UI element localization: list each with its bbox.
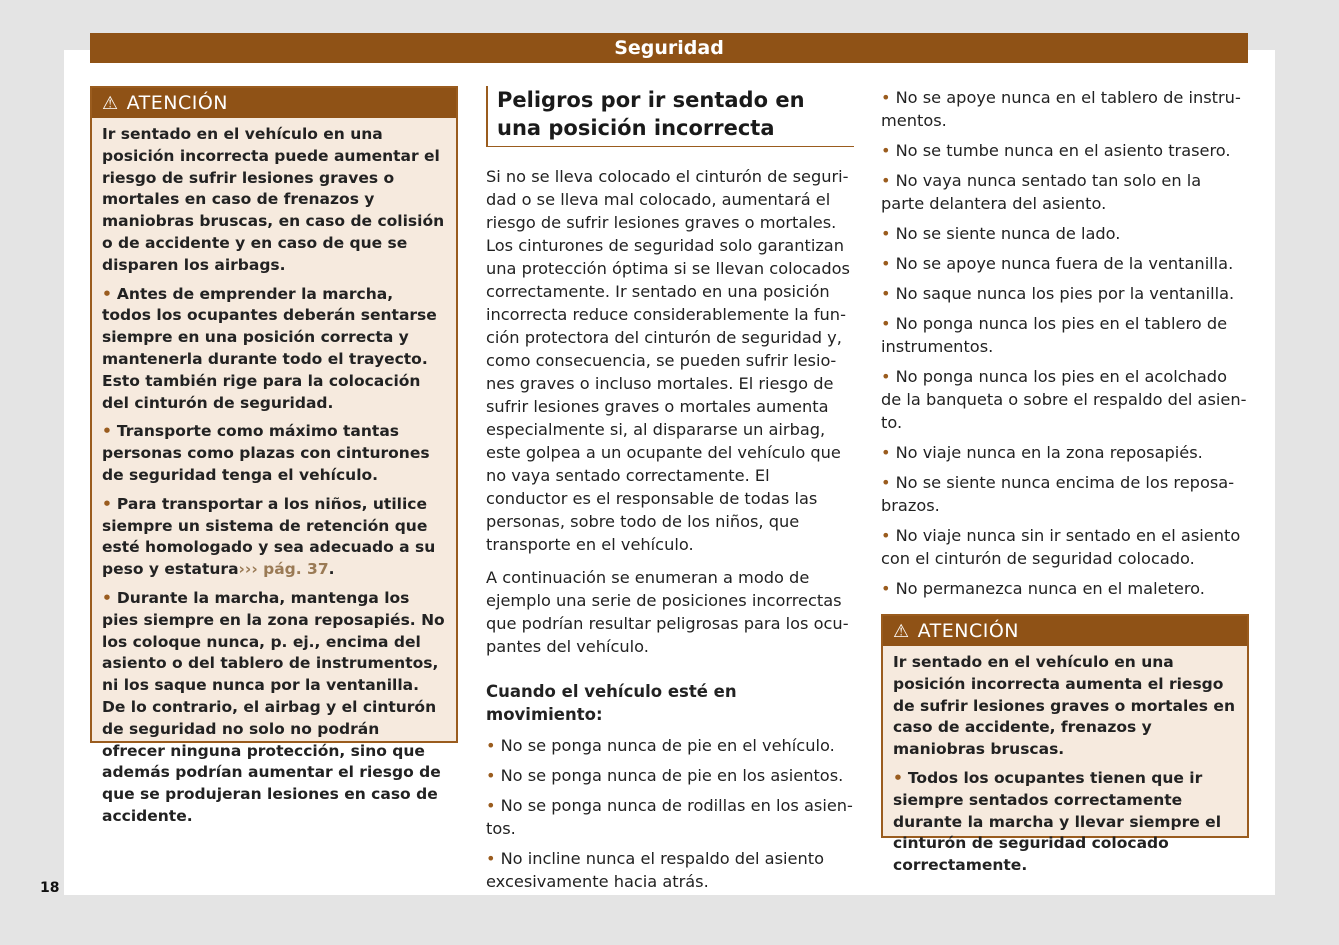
warning-body: [883, 646, 1247, 883]
bullet-icon: •: [102, 284, 112, 303]
section-body: [486, 165, 854, 893]
bullet-icon: •: [881, 88, 891, 107]
page-number: 18: [40, 880, 60, 896]
list-item: • No se apoye nunca en el tablero de instrumentos.: [881, 88, 1241, 130]
bullet-icon: •: [486, 766, 496, 785]
warning-title: ATENCIÓN: [126, 92, 229, 114]
list-item: • No se siente nunca de lado.: [881, 224, 1121, 243]
warning-item: • Durante la marcha, mantenga los pies siempre en la zona reposapiés. No los coloque nunca, p. ej., encima del asiento o del tablero de instrumentos, ni los saque nunca por la ventanilla. De lo contrario, el airbag y el cinturón de seguridad no solo no podrán ofrecer ninguna protección, sino que además podrían aumentar el riesgo de que se produjeran lesiones en caso de accidente.: [102, 588, 445, 825]
bullet-icon: •: [881, 141, 891, 160]
paragraph: A continuación se enumeran a modo de ejemplo una serie de posiciones incorrectas que podrían resultar peligrosas para los ocupantes del vehículo.: [486, 568, 849, 656]
bullet-icon: •: [486, 849, 496, 868]
warning-title: ATENCIÓN: [917, 620, 1020, 642]
list-item: • No se tumbe nunca en el asiento trasero.: [881, 141, 1231, 160]
bullet-icon: •: [881, 224, 891, 243]
warning-item: • Transporte como máximo tantas personas como plazas con cinturones de seguridad tenga el vehículo.: [102, 422, 430, 484]
list-item: • No viaje nunca sin ir sentado en el asiento con el cinturón de seguridad colocado.: [881, 526, 1241, 568]
list-item: • No vaya nunca sentado tan solo en la parte delantera del asiento.: [881, 171, 1202, 213]
bullet-icon: •: [102, 588, 112, 607]
list-item: • No ponga nunca los pies en el acolchado de la banqueta o sobre el respaldo del asiento.: [881, 367, 1247, 432]
bullet-icon: •: [881, 314, 891, 333]
paragraph: Si no se lleva colocado el cinturón de seguridad o se lleva mal colocado, aumentará el riesgo de sufrir lesiones graves o mortales. Los cinturones de seguridad solo garantizan una protección óptima si se llevan colocados correctamente. Ir sentado en una posición incorrecta reduce considerablemente la función protectora del cinturón de seguridad y, como consecuencia, se pueden sufrir lesiones graves o incluso mortales. El riesgo de sufrir lesiones graves o mortales aumenta especialmente si, al dispararse un airbag, este golpea a un ocupante del vehículo que no vaya sentado correctamente. El conductor es el responsable de todas las personas, sobre todo de los niños, que transporte en el vehículo.: [486, 167, 850, 554]
list-item: • No se siente nunca encima de los reposabrazos.: [881, 473, 1235, 515]
bullet-icon: •: [881, 367, 891, 386]
warning-item: • Todos los ocupantes tienen que ir siempre sentados correctamente durante la marcha y llevar siempre el cinturón de seguridad colocado correctamente.: [893, 768, 1222, 875]
warning-intro: Ir sentado en el vehículo en una posición incorrecta puede aumentar el riesgo de sufrir lesiones graves o mortales en caso de frenazos y maniobras bruscas, en caso de colisión o de accidente y en caso de que se disparen los airbags.: [102, 125, 445, 274]
list-item: • No se ponga nunca de pie en el vehículo.: [486, 736, 835, 755]
list-item: • No se apoye nunca fuera de la ventanilla.: [881, 254, 1234, 273]
list-item: • No permanezca nunca en el maletero.: [881, 579, 1205, 598]
list-item: • No ponga nunca los pies en el tablero de instrumentos.: [881, 314, 1228, 356]
bullet-icon: •: [881, 473, 891, 492]
warning-item: • Antes de emprender la marcha, todos los ocupantes deberán sentarse siempre en una posición correcta y mantenerla durante todo el trayecto. Esto también rige para la colocación del cinturón de seguridad.: [102, 284, 437, 412]
warning-box-2: [881, 614, 1249, 875]
section-title: Peligros por ir sentado en una posición incorrecta: [486, 86, 854, 147]
bullet-icon: •: [881, 171, 891, 190]
subheading: Cuando el vehículo esté en movimiento:: [486, 682, 737, 724]
bullet-icon: •: [881, 284, 891, 303]
warning-intro: Ir sentado en el vehículo en una posición incorrecta aumenta el riesgo de sufrir lesiones graves o mortales en caso de accidente, frenazos y maniobras bruscas.: [893, 653, 1235, 759]
list-item: • No se ponga nunca de rodillas en los asientos.: [486, 796, 853, 838]
warning-body: [92, 118, 456, 834]
bullet-icon: •: [102, 422, 112, 441]
main-column: [486, 86, 854, 900]
list-item: • No se ponga nunca de pie en los asientos.: [486, 766, 844, 785]
section-header: Seguridad: [90, 33, 1248, 63]
bullet-icon: •: [893, 768, 903, 787]
warning-triangle-icon: ⚠: [102, 93, 119, 114]
warning-header: [92, 88, 456, 118]
bullet-icon: •: [881, 579, 891, 598]
bullet-icon: •: [102, 494, 112, 513]
list-item: • No viaje nunca en la zona reposapiés.: [881, 443, 1203, 462]
bullet-icon: •: [486, 736, 496, 755]
list-item: • No incline nunca el respaldo del asiento excesivamente hacia atrás.: [486, 849, 824, 891]
warning-triangle-icon: ⚠: [893, 621, 910, 642]
warning-box-1: [90, 86, 458, 825]
bullet-icon: •: [486, 796, 496, 815]
right-column: [881, 86, 1249, 607]
bullet-icon: •: [881, 443, 891, 462]
warning-item: • Para transportar a los niños, utilice siempre un sistema de retención que esté homologado y sea adecuado a su peso y estatura››› pág. 37.: [102, 494, 436, 579]
bullet-icon: •: [881, 526, 891, 545]
list-item: • No saque nunca los pies por la ventanilla.: [881, 284, 1235, 303]
bullet-icon: •: [881, 254, 891, 273]
page-reference-link[interactable]: ››› pág. 37: [238, 560, 329, 579]
warning-header: [883, 616, 1247, 646]
